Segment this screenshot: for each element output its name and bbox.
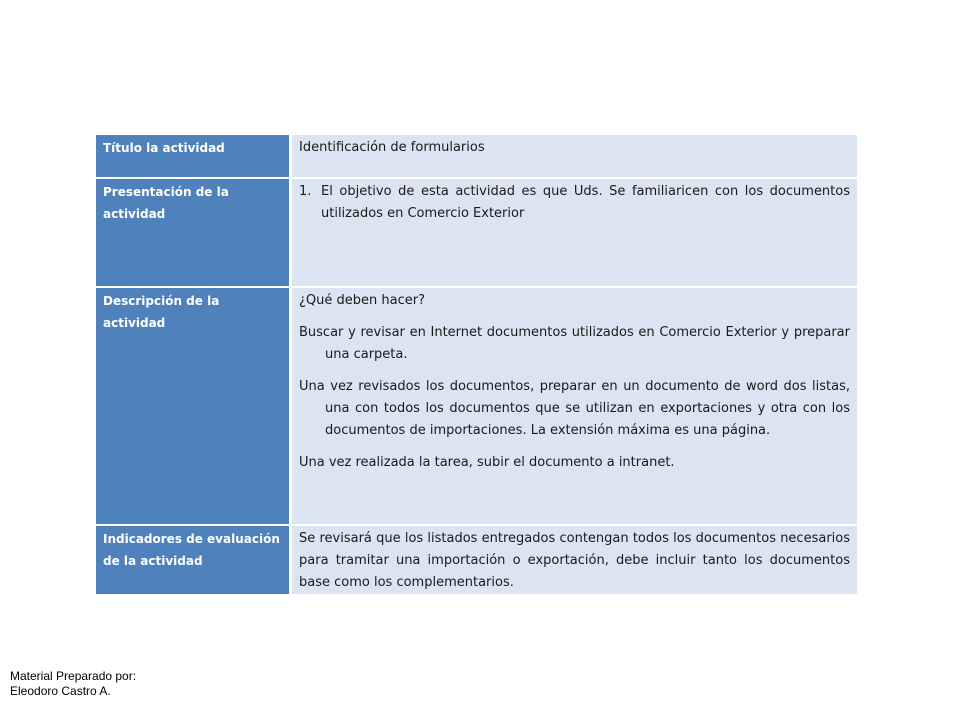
- row-content-description: [292, 288, 857, 526]
- activity-table: [96, 135, 857, 594]
- row-label-indicators: Indicadores de evaluación de la actividad: [96, 526, 292, 594]
- list-number: 1.: [299, 184, 312, 199]
- table-row-description: [96, 288, 857, 526]
- row-label-presentation: Presentación de la actividad: [96, 179, 292, 288]
- row-label-title: Título la actividad: [96, 135, 292, 179]
- table-row-presentation: [96, 179, 857, 288]
- row-content-title: Identificación de formularios: [292, 135, 857, 179]
- description-paragraph: ¿Qué deben hacer?: [299, 293, 425, 308]
- author-credit: [10, 669, 136, 699]
- author-name: Eleodoro Castro A.: [10, 684, 111, 698]
- description-paragraph: Buscar y revisar en Internet documentos utilizados en Comercio Exterior y preparar una carpeta.: [299, 325, 850, 362]
- row-content-indicators: Se revisará que los listados entregados contengan todos los documentos necesarios para tramitar una importación o exportación, debe incluir tanto los documentos base como los complementarios.: [292, 526, 857, 594]
- numbered-item: [299, 181, 850, 225]
- description-paragraph: Una vez revisados los documentos, preparar en un documento de word dos listas, una con todos los documentos que se utilizan en exportaciones y otra con los documentos de importaciones. La extensión máxima es una página.: [299, 379, 850, 438]
- description-paragraph: Una vez realizada la tarea, subir el documento a intranet.: [299, 455, 675, 470]
- table-row-title: [96, 135, 857, 179]
- row-content-presentation: [292, 179, 857, 288]
- credit-caption: Material Preparado por:: [10, 669, 137, 683]
- list-item-text: El objetivo de esta actividad es que Uds. Se familiaricen con los documentos utilizados en Comercio Exterior: [321, 184, 850, 221]
- row-label-description: Descripción de la actividad: [96, 288, 292, 526]
- table-row-indicators: [96, 526, 857, 594]
